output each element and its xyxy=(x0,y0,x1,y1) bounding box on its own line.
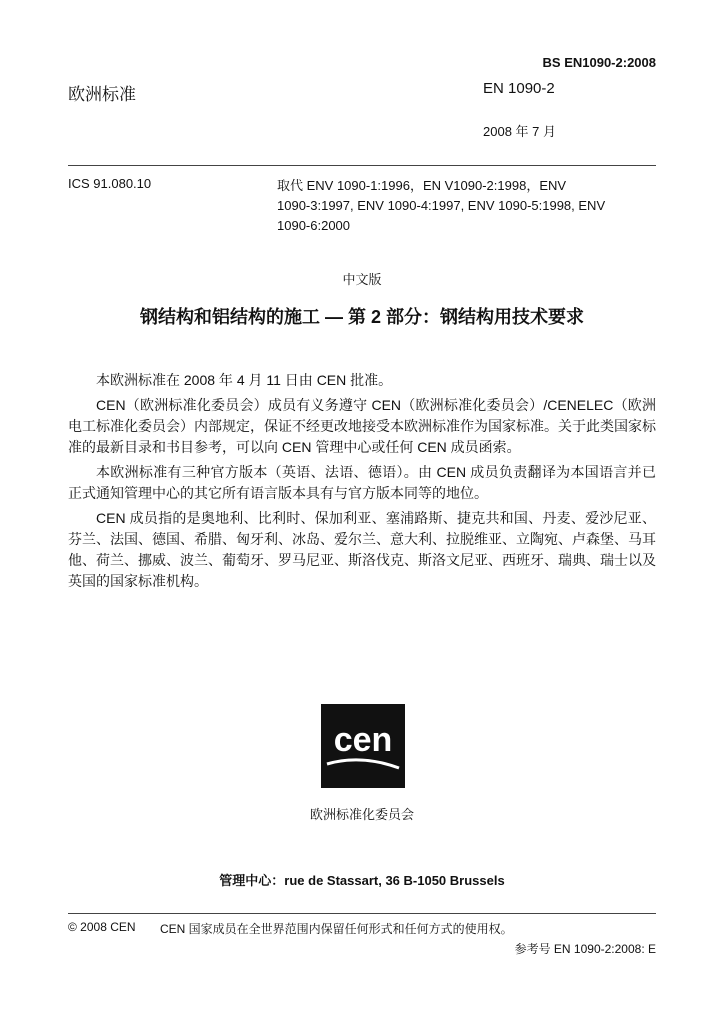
body-paragraph: CEN（欧洲标准化委员会）成员有义务遵守 CEN（欧洲标准化委员会）/CENELEC（欧洲电工标准化委员会）内部规定，保证不经更改地接受本欧洲标准作为国家标准。关于此类国家标准的最新目录和书目参考，可以向 CEN 管理中心或任何 CEN 成员函索。 xyxy=(68,397,656,455)
publication-date: 2008 年 7 月 xyxy=(483,124,556,139)
edition-label: 中文版 xyxy=(342,272,382,287)
logo-text: cen xyxy=(333,721,393,759)
body-paragraph: 本欧洲标准在 2008 年 4 月 11 日由 CEN 批准。 xyxy=(96,372,393,388)
ics-code: ICS 91.080.10 xyxy=(68,176,152,191)
body-paragraph: 本欧洲标准有三种官方版本（英语、法语、德语）。由 CEN 成员负责翻译为本国语言并已正式通知管理中心的其它所有语言版本具有与官方版本同等的地位。 xyxy=(68,464,656,501)
header-divider xyxy=(68,165,656,166)
cen-logo-graphic xyxy=(321,704,405,788)
reference-number: 参考号 EN 1090-2:2008: E xyxy=(514,942,656,956)
management-centre: 管理中心：rue de Stassart, 36 B-1050 Brussels xyxy=(219,873,505,888)
body-text xyxy=(68,370,656,596)
footer-divider xyxy=(68,913,656,914)
document-title: 钢结构和铝结构的施工 — 第 2 部分：钢结构用技术要求 xyxy=(139,307,584,327)
copyright: © 2008 CEN xyxy=(68,920,136,934)
cen-logo-icon xyxy=(321,704,405,788)
org-title: 欧洲标准 xyxy=(68,85,136,104)
supersedes-line: 1090-3:1997, ENV 1090-4:1997, ENV 1090-5:1998, ENV xyxy=(277,198,606,213)
body-paragraph: CEN 成员指的是奥地利、比利时、保加利亚、塞浦路斯、捷克共和国、丹麦、爱沙尼亚、芬兰、法国、德国、希腊、匈牙利、冰岛、爱尔兰、意大利、拉脱维亚、立陶宛、卢森堡、马耳他、荷兰、挪威、波兰、葡萄牙、罗马尼亚、斯洛伐克、斯洛文尼亚、西班牙、瑞典、瑞士以及英国的国家标准机构。 xyxy=(68,510,656,589)
rights-statement: CEN 国家成员在全世界范围内保留任何形式和任何方式的使用权。 xyxy=(160,922,513,936)
document-id: BS EN1090-2:2008 xyxy=(542,55,656,70)
supersedes-line: 1090-6:2000 xyxy=(277,218,351,233)
committee-name: 欧洲标准化委员会 xyxy=(309,807,414,822)
supersedes-line: 取代 ENV 1090-1:1996，EN V1090-2:1998，ENV xyxy=(277,178,567,193)
supersedes-block xyxy=(277,176,605,236)
standard-number: EN 1090-2 xyxy=(483,80,555,97)
